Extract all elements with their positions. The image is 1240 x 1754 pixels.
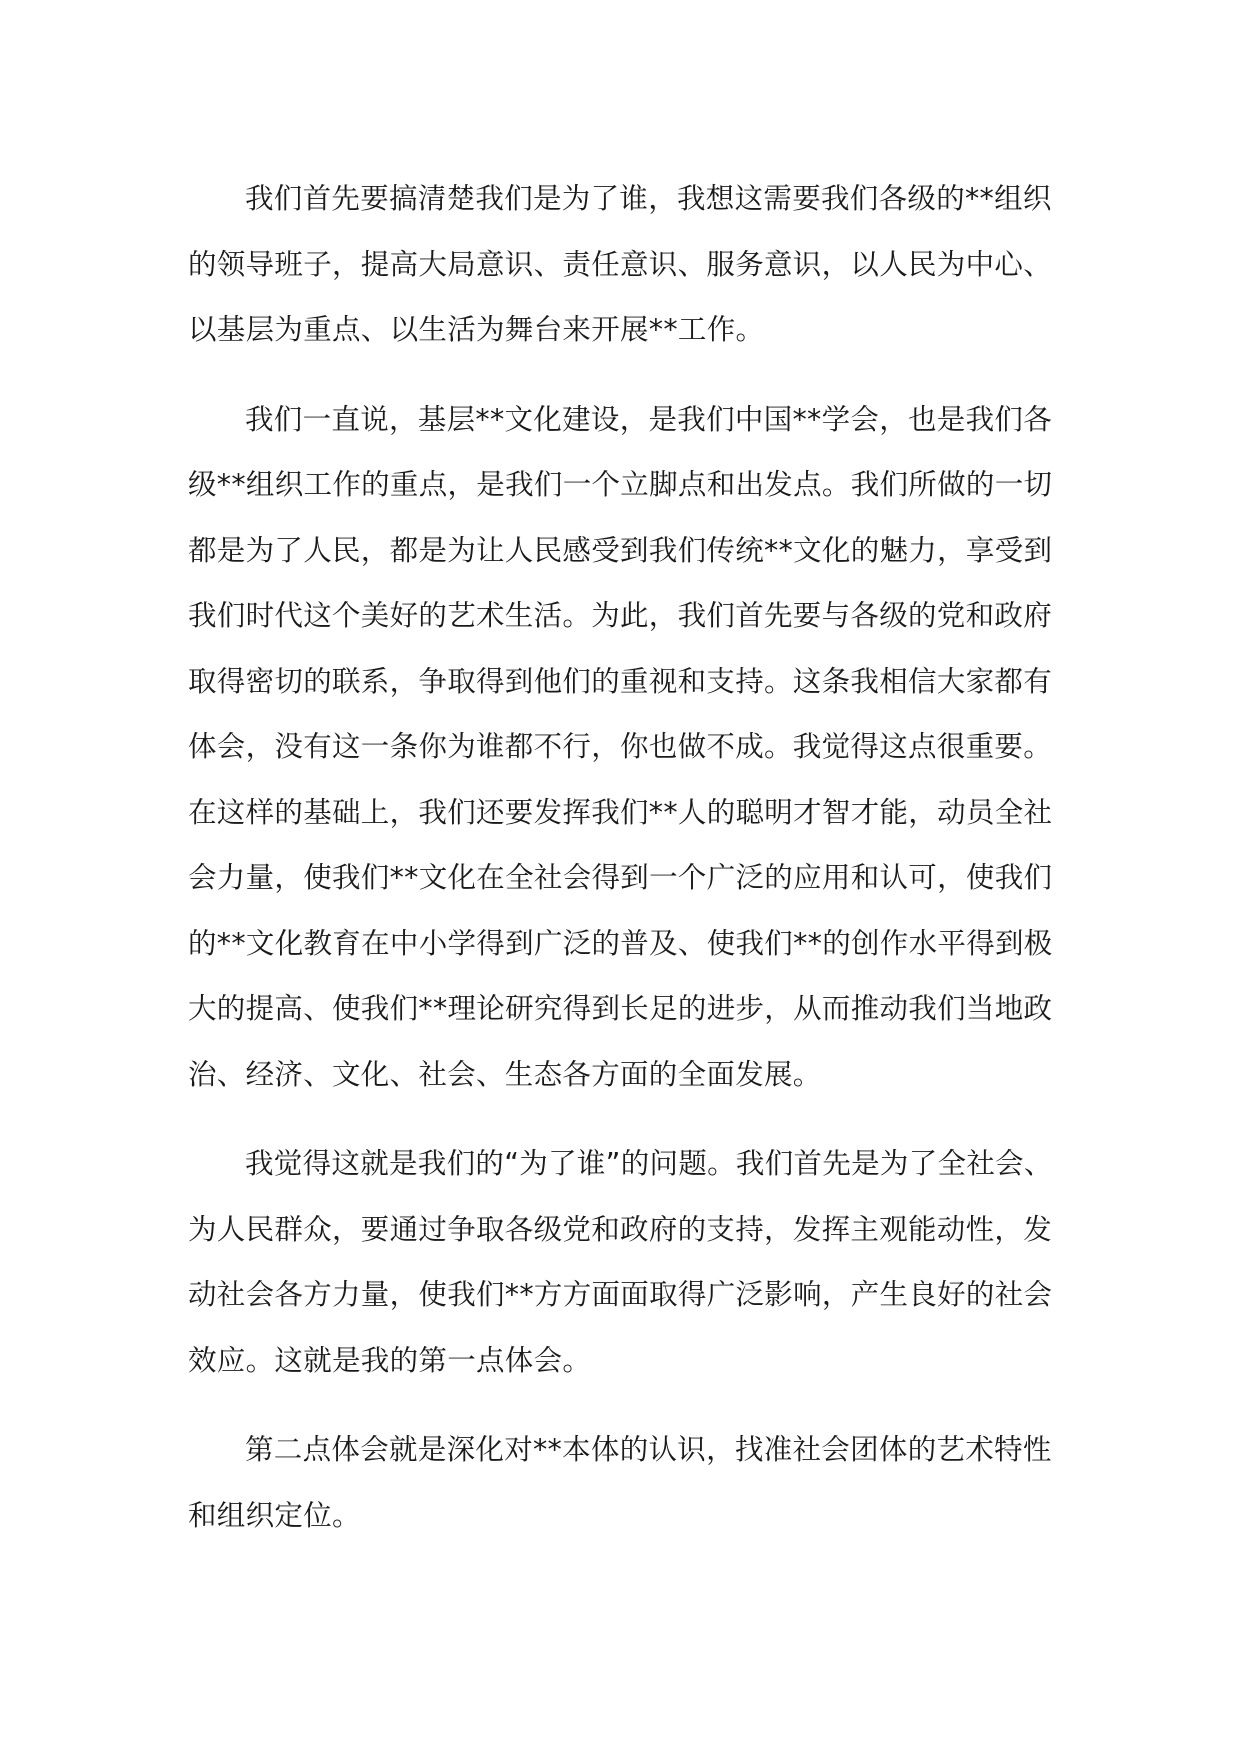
paragraph-2: 我们一直说，基层**文化建设，是我们中国**学会，也是我们各级**组织工作的重点，是我们一个立脚点和出发点。我们所做的一切都是为了人民，都是为让人民感受到我们传统**文化的魅力，享受到我们时代这个美好的艺术生活。为此，我们首先要与各级的党和政府取得密切的联系，争取得到他们的重视和支持。这条我相信大家都有体会，没有这一条你为谁都不行，你也做不成。我觉得这点很重要。在这样的基础上，我们还要发挥我们**人的聪明才智才能，动员全社会力量，使我们**文化在全社会得到一个广泛的应用和认可，使我们的**文化教育在中小学得到广泛的普及、使我们**的创作水平得到极大的提高、使我们**理论研究得到长足的进步，从而推动我们当地政治、经济、文化、社会、生态各方面的全面发展。 <box>188 402 1053 1091</box>
document-body <box>188 166 1056 1572</box>
paragraph-1: 我们首先要搞清楚我们是为了谁，我想这需要我们各级的**组织的领导班子，提高大局意识、责任意识、服务意识，以人民为中心、以基层为重点、以生活为舞台来开展**工作。 <box>188 182 1053 346</box>
paragraph-3: 我觉得这就是我们的“为了谁”的问题。我们首先是为了全社会、为人民群众，要通过争取各级党和政府的支持，发挥主观能动性，发动社会各方力量，使我们**方方面面取得广泛影响，产生良好的社会效应。这就是我的第一点体会。 <box>188 1147 1053 1377</box>
paragraph-4: 第二点体会就是深化对**本体的认识，找准社会团体的艺术特性和组织定位。 <box>188 1433 1052 1532</box>
